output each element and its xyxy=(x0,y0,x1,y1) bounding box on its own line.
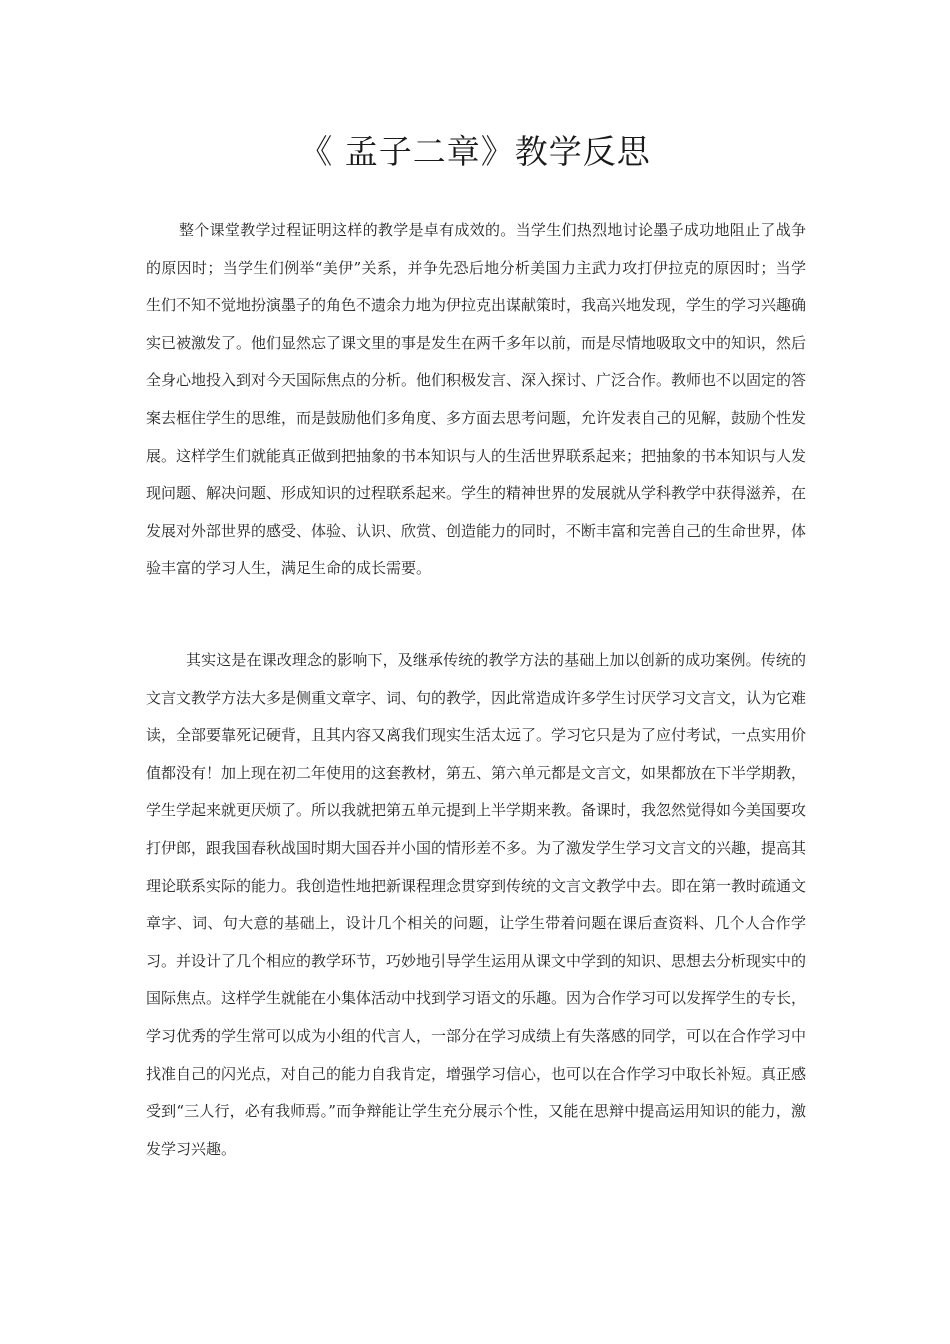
body-paragraph-1: 整个课堂教学过程证明这样的教学是卓有成效的。当学生们热烈地讨论墨子成功地阻止了战争的原因时；当学生们例举“美伊”关系，并争先恐后地分析美国力主武力攻打伊拉克的原因时；当学生们不知不觉地扮演墨子的角色不遗余力地为伊拉克出谋献策时，我高兴地发现，学生的学习兴趣确实已被激发了。他们显然忘了课文里的事是发生在两千多年以前，而是尽情地吸取文中的知识，然后全身心地投入到对今天国际焦点的分析。他们积极发言、深入探讨、广泛合作。教师也不以固定的答案去框住学生的思维，而是鼓励他们多角度、多方面去思考问题，允许发表自己的见解，鼓励个性发展。这样学生们就能真正做到把抽象的书本知识与人的生活世界联系起来；把抽象的书本知识与人发现问题、解决问题、形成知识的过程联系起来。学生的精神世界的发展就从学科教学中获得滋养，在发展对外部世界的感受、体验、认识、欣赏、创造能力的同时，不断丰富和完善自己的生命世界，体验丰富的学习人生，满足生命的成长需要。 xyxy=(146,221,807,578)
body-paragraph-2: 其实这是在课改理念的影响下，及继承传统的教学方法的基础上加以创新的成功案例。传统的文言文教学方法大多是侧重文章字、词、句的教学，因此常造成许多学生讨厌学习文言文，认为它难读，全部要靠死记硬背，且其内容又离我们现实生活太远了。学习它只是为了应付考试，一点实用价值都没有！加上现在初二年使用的这套教材，第五、第六单元都是文言文，如果都放在下半学期教，学生学起来就更厌烦了。所以我就把第五单元提到上半学期来教。备课时，我忽然觉得如今美国要攻打伊郎，跟我国春秋战国时期大国吞并小国的情形差不多。为了激发学生学习文言文的兴趣，提高其理论联系实际的能力。我创造性地把新课程理念贯穿到传统的文言文教学中去。即在第一教时疏通文章字、词、句大意的基础上，设计几个相关的问题，让学生带着问题在课后查资料、几个人合作学习。并设计了几个相应的教学环节，巧妙地引导学生运用从课文中学到的知识、思想去分析现实中的国际焦点。这样学生就能在小集体活动中找到学习语文的乐趣。因为合作学习可以发挥学生的专长，学习优秀的学生常可以成为小组的代言人，一部分在学习成绩上有失落感的同学，可以在合作学习中找准自己的闪光点，对自己的能力自我肯定，增强学习信心，也可以在合作学习中取长补短。真正感受到“三人行，必有我师焉。”而争辩能让学生充分展示个性，又能在思辩中提高运用知识的能力，激发学习兴趣。 xyxy=(146,651,807,1158)
document-title: 《 孟子二章》教学反思 xyxy=(299,132,651,171)
